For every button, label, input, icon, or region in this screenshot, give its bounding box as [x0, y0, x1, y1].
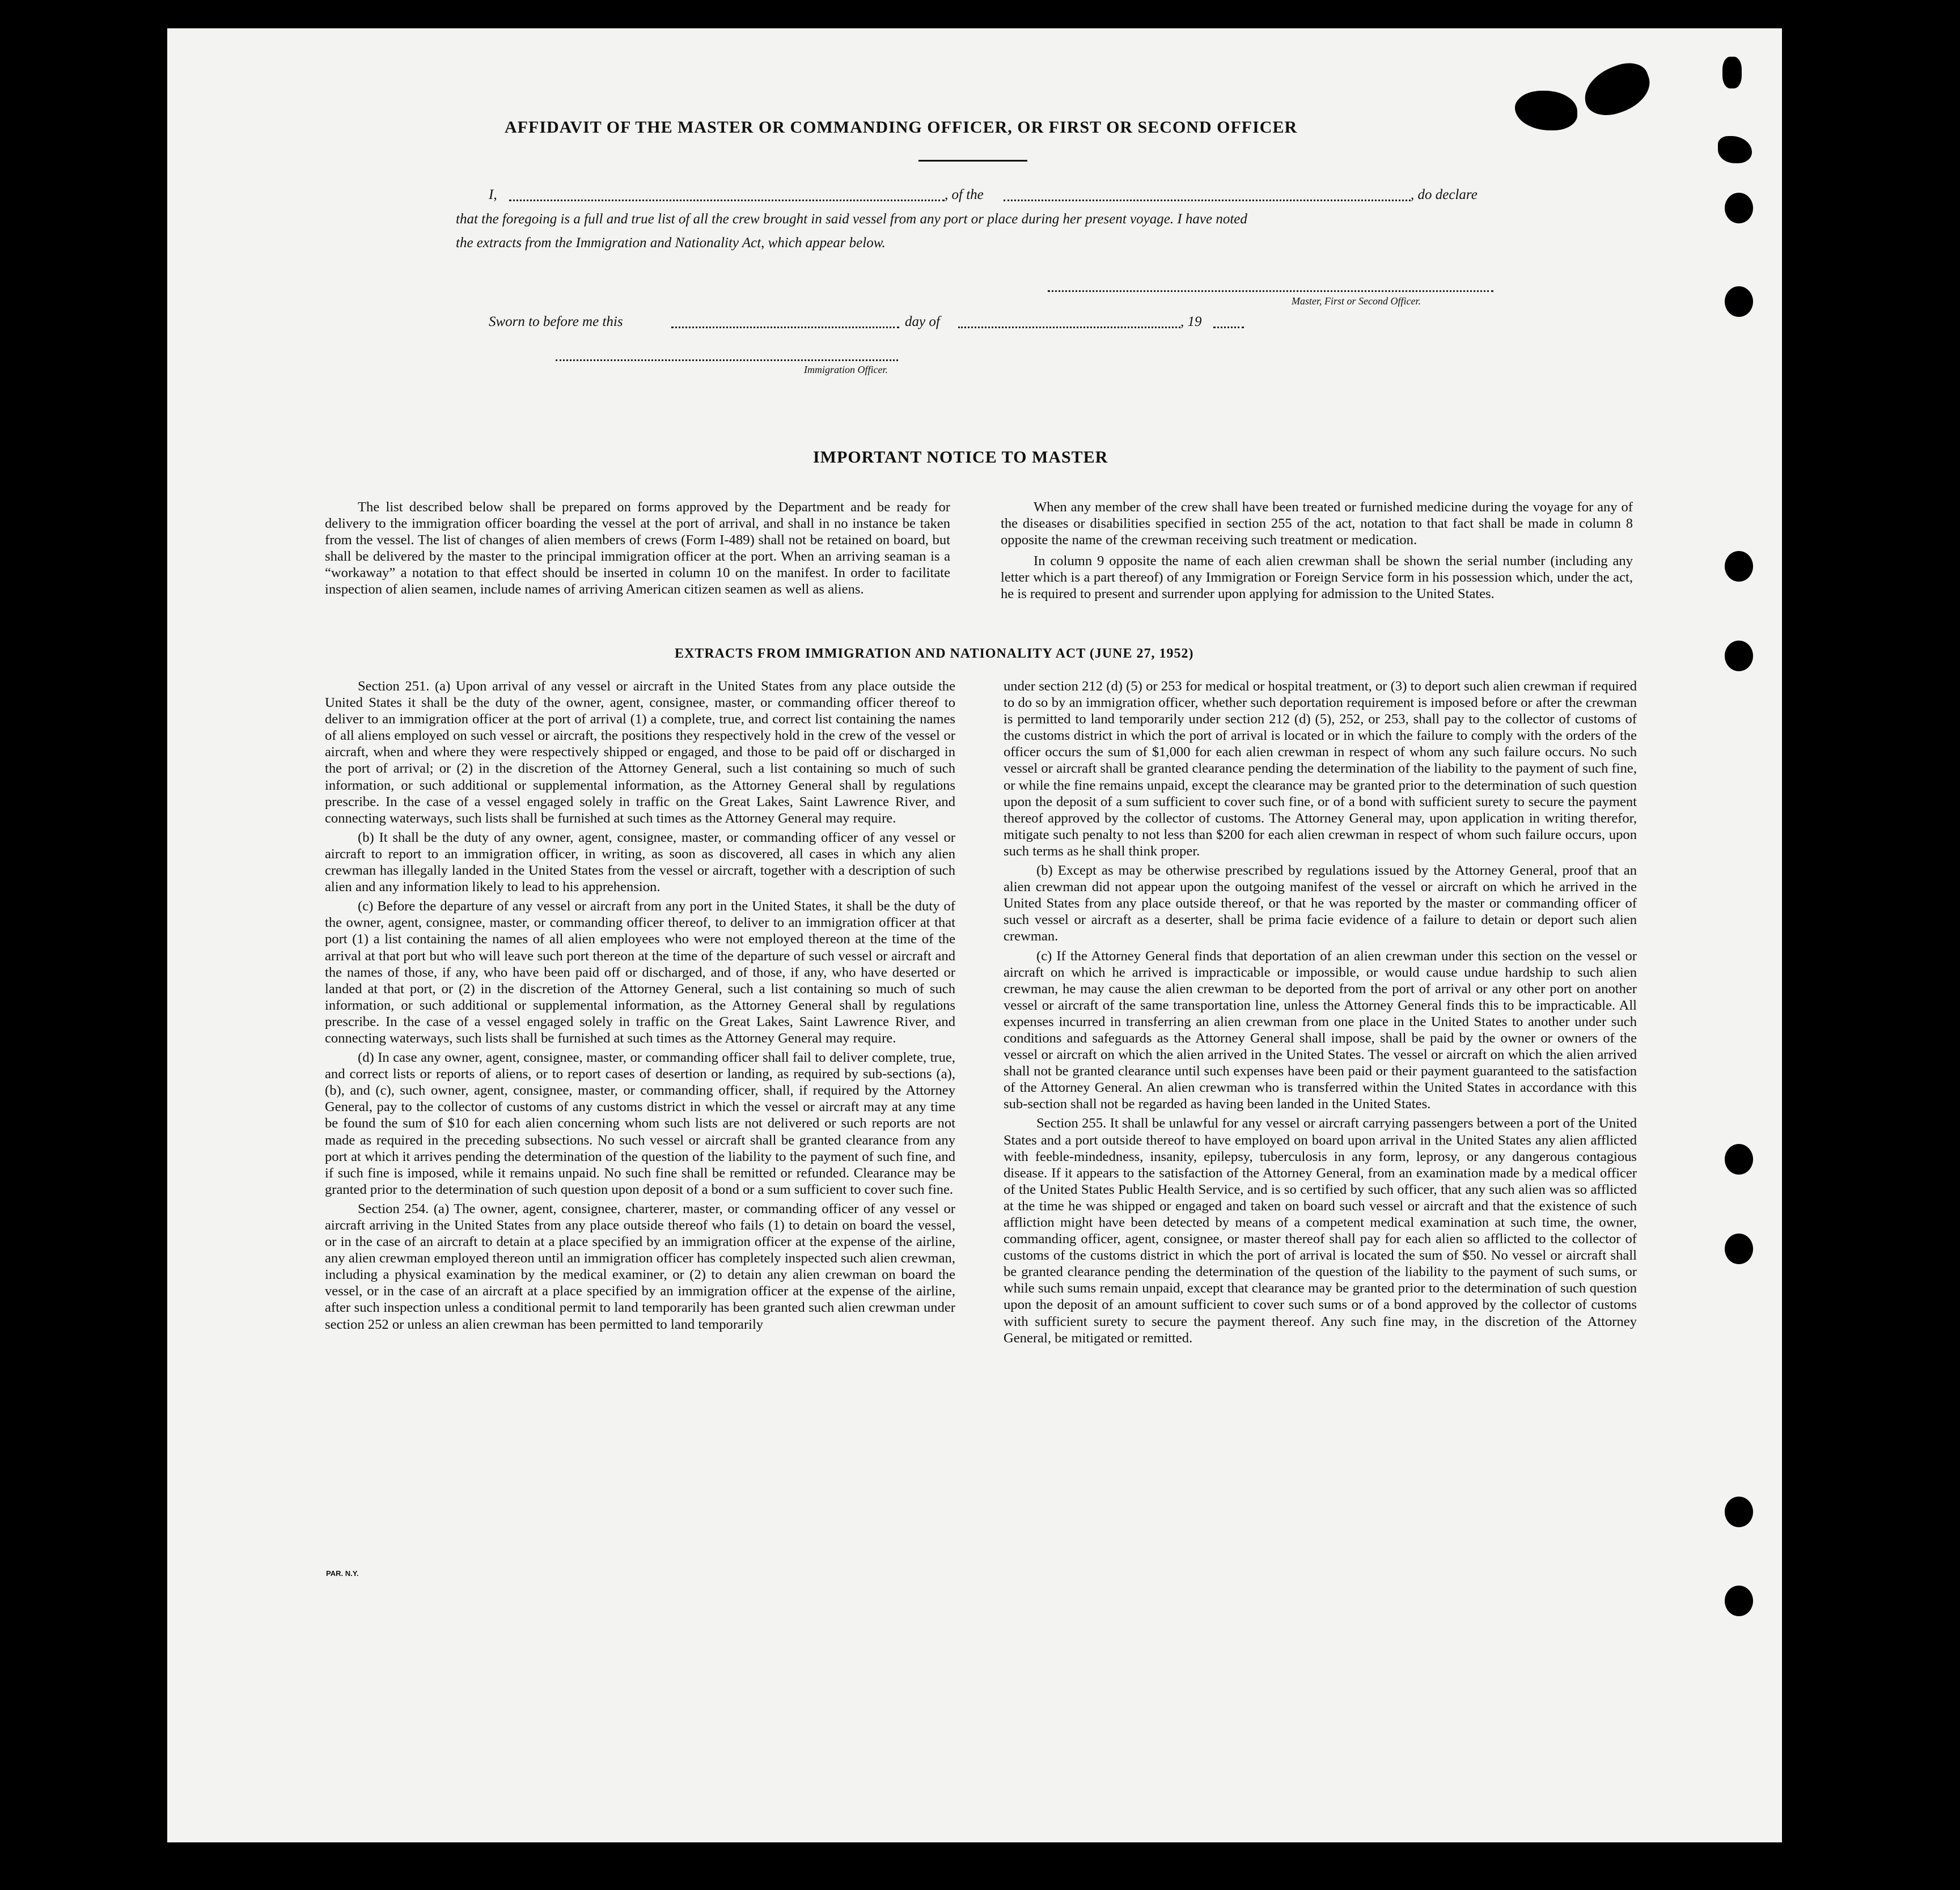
affidavit-statement-line-2: that the foregoing is a full and true list of all the crew brought in said vessel from any port or place during her present voyage. I have noted [456, 211, 1247, 227]
binder-hole [1725, 1586, 1753, 1616]
officer-signature-line[interactable] [556, 359, 898, 361]
act-section-paragraph: (c) If the Attorney General finds that deportation of an alien crewman under this section on the vessel or aircraft on which he arrived is impracticable or impossible, or would cause undue hardship to such alien crewman, he may cause the alien crewman to be deported from the port of arrival or any other port on another vessel or aircraft of the same transportation line, unless the Attorney General finds this to be impracticable. All expenses incurred in transferring an alien crewman from one place in the United States to another under such conditions and safeguards as the Attorney General shall impose, shall be paid by the owner or owners of the vessel or aircraft on which the alien arrived in the United States. The vessel or aircraft on which the alien arrived shall not be granted clearance until such expenses have been paid or their payment guaranteed to the satisfaction of the Attorney General. An alien crewman who is transferred within the United States in accordance with this sub-section shall not be regarded as having been landed in the United States. [1004, 948, 1637, 1112]
torn-edge [1722, 57, 1742, 88]
declarant-name-line[interactable] [509, 200, 945, 201]
affidavit-statement-line-3: the extracts from the Immigration and Nationality Act, which appear below. [456, 235, 886, 251]
affidavit-title: AFFIDAVIT OF THE MASTER OR COMMANDING OFFICER, OR FIRST OR SECOND OFFICER [505, 118, 1298, 137]
binder-hole [1725, 286, 1753, 317]
binder-hole [1725, 193, 1753, 223]
notice-left-column [325, 499, 950, 601]
master-signature-line[interactable] [1048, 290, 1493, 292]
binder-hole [1725, 1234, 1753, 1264]
officer-signature-caption: Immigration Officer. [804, 364, 888, 375]
extracts-heading: EXTRACTS FROM IMMIGRATION AND NATIONALITY ACT (JUNE 27, 1952) [675, 646, 1194, 661]
act-section-paragraph: Section 255. It shall be unlawful for any vessel or aircraft carrying passengers between a port of the United States and a port outside thereof to have employed on board upon arrival in the United States any alien afflicted with feeble-mindedness, insanity, epilepsy, tuberculosis in any form, leprosy, or any dangerous contagious disease. If it appears to the satisfaction of the Attorney General, from an examination made by a medical officer of the United States Public Health Service, and is so certified by such officer, that any such alien was so afflicted at the time he was shipped or engaged and taken on board such vessel or aircraft and that the existence of such affliction might have been detected by means of a competent medical examination at such time, the owner, commanding officer, agent, consignee, or master thereof shall pay for each alien so afflicted to the collector of customs of the customs district in which the port of arrival is located the sum of $50. No vessel or aircraft shall be granted clearance pending the determination of the question of the liability to the payment of such sums, or while such sums remain unpaid, except that clearance may be granted prior to the determination of such question upon the deposit of an amount sufficient to cover such sums or of a bond approved by the collector of customs with sufficient surety to secure the payment thereof. Any such fine may, in the discretion of the Attorney General, be mitigated or remitted. [1004, 1116, 1637, 1346]
extracts-right-column [1004, 678, 1637, 1349]
binder-hole [1725, 641, 1753, 671]
affidavit-declare-label: , do declare [1411, 187, 1478, 202]
vessel-name-line[interactable] [1004, 200, 1411, 201]
sworn-year-line[interactable] [1213, 327, 1244, 328]
act-section-paragraph: (b) It shall be the duty of any owner, agent, consignee, master, or commanding officer of any vessel or aircraft to report to an immigration officer, in writing, as soon as discovered, all cases in which any alien crewman has illegally landed in the United States from the vessel or aircraft, together with a description of such alien and any information likely to lead to his apprehension. [325, 829, 955, 895]
notice-right-column [1001, 499, 1633, 605]
act-section-paragraph: (d) In case any owner, agent, consignee, master, or commanding officer shall fail to deliver complete, true, and correct lists or reports of aliens, or to report cases of desertion or landing, as required by sub-sections (a), (b), and (c), such owner, agent, consignee, master, or commanding officer, shall, if required by the Attorney General, pay to the collector of customs of any customs district in which the vessel or aircraft may at any time be found the sum of $10 for each alien concerning whom such lists are not delivered or such reports are not made as required in the preceding subsections. No such vessel or aircraft shall be granted clearance from any port at which it arrives pending the determination of the question of the liability to the payment of such fine, and if such fine is imposed, while it remains unpaid. No such fine shall be remitted or refunded. Clearance may be granted prior to the determination of such question upon deposit of a bond or a sum sufficient to cover such fine. [325, 1050, 955, 1197]
act-section-paragraph: (c) Before the departure of any vessel or aircraft from any port in the United States, it shall be the duty of the owner, agent, consignee, master, or commanding officer thereof, to deliver to an immigration officer at that port (1) a list containing the names of all alien employees who were not employed thereon at the time of the arrival at that port but who will leave such port thereon at the time of the departure of such vessel or aircraft and the names of those, if any, who have been paid off or discharged, and of those, if any, who have deserted or landed at that port, or (2) in the discretion of the Attorney General, such a list containing so much of such information, or such additional or supplemental information, as the Attorney General shall by regulations prescribe. In the case of a vessel engaged solely in traffic on the Great Lakes, Saint Lawrence River, and connecting waterways, such lists shall be furnished at such times as the Attorney General may require. [325, 899, 955, 1046]
notice-paragraph: The list described below shall be prepared on forms approved by the Department and be ready for delivery to the immigration officer boarding the vessel at the port of arrival, and shall in no instance be taken from the vessel. The list of changes of alien members of crews (Form I-489) shall not be retained on board, but shall be delivered by the master to the principal immigration officer at the port. When an arriving seaman is a “workaway” a notation to that effect should be inserted in column 10 on the manifest. In order to facilitate inspection of alien seamen, include names of arriving American citizen seamen as well as aliens. [325, 499, 950, 597]
affidavit-i-label: I, [489, 187, 497, 202]
notice-paragraph: In column 9 opposite the name of each alien crewman shall be shown the serial number (including any letter which is a part thereof) of any Immigration or Foreign Service form in his possession which, under the act, he is required to present and surrender upon applying for admission to the United States. [1001, 553, 1633, 602]
act-section-paragraph: under section 212 (d) (5) or 253 for medical or hospital treatment, or (3) to deport such alien crewman if required to do so by an immigration officer, whether such deportation requirement is imposed before or after the crewman is permitted to land temporarily under section 212 (d) (5), 252, or 253, shall pay to the collector of customs of the customs district in which the port of arrival is located or in which the failure to comply with the orders of the officer occurs the sum of $1,000 for each alien crewman in respect of whom any such failure occurs. No such vessel or aircraft shall be granted clearance pending the determination of the liability to the payment of such fine, or while the fine remains unpaid, except the clearance may be granted prior to the determination of such question upon the deposit of a sum sufficient to cover such fine, or of a bond with sufficient surety to secure the payment thereof approved by the collector of customs. The Attorney General may, upon application in writing therefor, mitigate such penalty to not less than $200 for each alien crewman in respect of whom such failure occurs, upon such terms as he shall think proper. [1004, 679, 1637, 859]
act-section-paragraph: (b) Except as may be otherwise prescribed by regulations issued by the Attorney General, proof that an alien crewman did not appear upon the outgoing manifest of the vessel or aircraft on which he arrived in the United States from any place outside thereof, or that he was reported by the master or commanding officer of such vessel or aircraft as a deserter, shall be prima facie evidence of a failure to detain or deport such alien crewman. [1004, 863, 1637, 944]
sworn-day-line[interactable] [671, 327, 899, 328]
day-of-label: day of [905, 314, 940, 329]
sworn-label: Sworn to before me this [489, 314, 623, 329]
binder-hole [1725, 1497, 1753, 1527]
printer-mark: PAR. N.Y. [326, 1569, 359, 1578]
act-section-paragraph: Section 254. (a) The owner, agent, consignee, charterer, master, or commanding officer of any vessel or aircraft arriving in the United States from any place outside thereof who fails (1) to detain on board the vessel, or in the case of an aircraft to detain at a place specified by an immigration officer at the expense of the airline, any alien crewman employed thereon until an immigration officer has completely inspected such alien crewman, including a physical examination by the medical examiner, or (2) to detain any alien crewman on board the vessel, or in the case of an aircraft at a place specified by an immigration officer at the expense of the airline, after such inspection unless a conditional permit to land temporarily has been granted such alien crewman under section 252 or unless an alien crewman has been permitted to land temporarily [325, 1201, 955, 1332]
year-label: , 19 [1180, 314, 1202, 329]
binder-hole [1725, 1144, 1753, 1175]
binder-hole [1725, 551, 1753, 582]
master-signature-caption: Master, First or Second Officer. [1292, 295, 1421, 307]
title-divider [918, 160, 1027, 162]
sworn-month-line[interactable] [958, 327, 1180, 328]
notice-paragraph: When any member of the crew shall have been treated or furnished medicine during the voyage for any of the diseases or disabilities specified in section 255 of the act, notation to that fact shall be made in column 8 opposite the name of the crewman receiving such treatment or medication. [1001, 499, 1633, 548]
extracts-left-column [325, 678, 955, 1336]
act-section-paragraph: Section 251. (a) Upon arrival of any vessel or aircraft in the United States from any place outside the United States it shall be the duty of the owner, agent, consignee, master, or commanding officer thereof to deliver to an immigration officer at the port of arrival (1) a complete, true, and correct list containing the names of all aliens employed on such vessel or aircraft, the positions they respectively hold in the crew of the vessel or aircraft, when and where they were respectively shipped or engaged, and those to be paid off or discharged in the port of arrival; or (2) in the discretion of the Attorney General, such a list containing so much of such information, or such additional or supplemental information, as the Attorney General shall by regulations prescribe. In the case of a vessel engaged solely in traffic on the Great Lakes, Saint Lawrence River, and connecting waterways, such lists shall be furnished at such times as the Attorney General may require. [325, 679, 955, 826]
notice-heading: IMPORTANT NOTICE TO MASTER [813, 448, 1108, 467]
affidavit-of-the-label: , of the [945, 187, 984, 202]
